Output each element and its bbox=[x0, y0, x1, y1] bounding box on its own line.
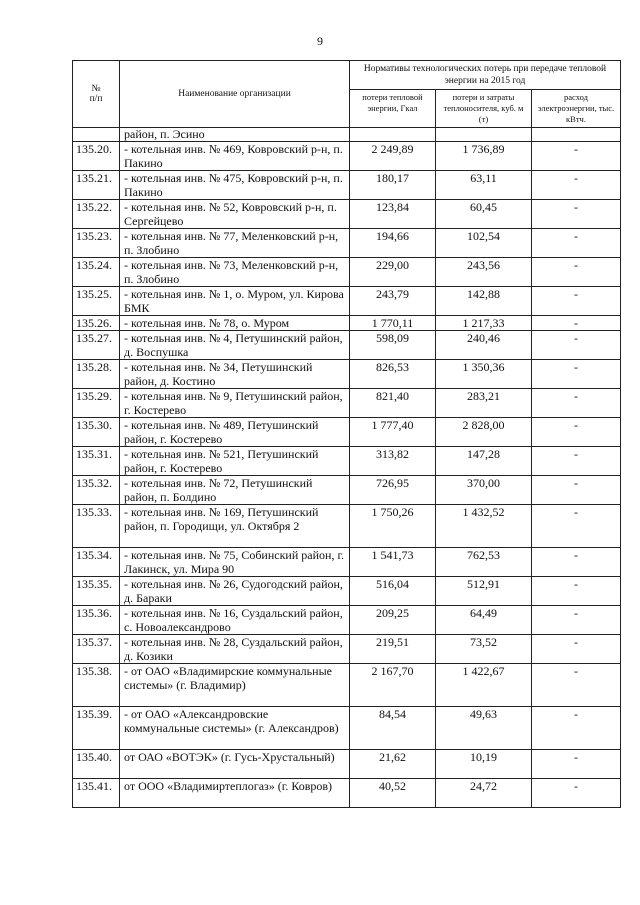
header-number-label: № п/п bbox=[89, 84, 103, 104]
continuation-name-cell: район, п. Эсино bbox=[120, 128, 350, 142]
row-carrier-losses: 64,49 bbox=[436, 606, 532, 635]
table-row bbox=[73, 287, 621, 316]
row-carrier-losses: 73,52 bbox=[436, 635, 532, 664]
table-row bbox=[73, 258, 621, 287]
row-heat-losses: 243,79 bbox=[350, 287, 436, 316]
row-organization-name: - котельная инв. № 52, Ковровский р-н, п. Сергейцево bbox=[120, 200, 350, 229]
row-organization-name: - котельная инв. № 16, Суздальский район, с. Новоалександрово bbox=[120, 606, 350, 635]
row-electricity: - bbox=[532, 287, 621, 316]
row-heat-losses: 209,25 bbox=[350, 606, 436, 635]
table-row bbox=[73, 505, 621, 548]
row-heat-losses: 313,82 bbox=[350, 447, 436, 476]
row-heat-losses: 84,54 bbox=[350, 707, 436, 750]
row-number: 135.30. bbox=[73, 418, 120, 447]
row-organization-name: - котельная инв. № 77, Меленковский р-н, п. Злобино bbox=[120, 229, 350, 258]
row-number: 135.26. bbox=[73, 316, 120, 331]
row-electricity: - bbox=[532, 505, 621, 548]
header-electricity bbox=[532, 90, 621, 128]
row-number: 135.23. bbox=[73, 229, 120, 258]
row-heat-losses: 219,51 bbox=[350, 635, 436, 664]
header-heat-losses-label: потери тепловой энергии, Гкал bbox=[362, 92, 423, 113]
row-electricity: - bbox=[532, 389, 621, 418]
row-electricity: - bbox=[532, 779, 621, 808]
row-organization-name: - котельная инв. № 1, о. Муром, ул. Кирова БМК bbox=[120, 287, 350, 316]
row-number: 135.22. bbox=[73, 200, 120, 229]
header-carrier-losses-label: потери и затраты теплоносителя, куб. м (т) bbox=[443, 92, 524, 124]
row-heat-losses: 1 777,40 bbox=[350, 418, 436, 447]
row-carrier-losses: 1 736,89 bbox=[436, 142, 532, 171]
row-organization-name: - котельная инв. № 75, Собинский район, г. Лакинск, ул. Мира 90 bbox=[120, 548, 350, 577]
row-electricity: - bbox=[532, 171, 621, 200]
continuation-num-cell bbox=[73, 128, 120, 142]
header-norms-group bbox=[350, 61, 621, 90]
row-heat-losses: 1 541,73 bbox=[350, 548, 436, 577]
table-row bbox=[73, 331, 621, 360]
row-heat-losses: 2 167,70 bbox=[350, 664, 436, 707]
row-number: 135.39. bbox=[73, 707, 120, 750]
row-carrier-losses: 24,72 bbox=[436, 779, 532, 808]
row-electricity: - bbox=[532, 707, 621, 750]
row-number: 135.36. bbox=[73, 606, 120, 635]
row-organization-name: от ОАО «ВОТЭК» (г. Гусь-Хрустальный) bbox=[120, 750, 350, 779]
table-row bbox=[73, 447, 621, 476]
row-carrier-losses: 60,45 bbox=[436, 200, 532, 229]
row-number: 135.21. bbox=[73, 171, 120, 200]
row-electricity: - bbox=[532, 750, 621, 779]
row-electricity: - bbox=[532, 577, 621, 606]
row-organization-name: - котельная инв. № 9, Петушинский район, г. Костерево bbox=[120, 389, 350, 418]
row-carrier-losses: 512,91 bbox=[436, 577, 532, 606]
header-heat-losses bbox=[350, 90, 436, 128]
table-row bbox=[73, 389, 621, 418]
table-row bbox=[73, 664, 621, 707]
row-heat-losses: 598,09 bbox=[350, 331, 436, 360]
row-number: 135.38. bbox=[73, 664, 120, 707]
row-number: 135.27. bbox=[73, 331, 120, 360]
row-carrier-losses: 63,11 bbox=[436, 171, 532, 200]
row-carrier-losses: 283,21 bbox=[436, 389, 532, 418]
row-carrier-losses: 1 432,52 bbox=[436, 505, 532, 548]
row-carrier-losses: 762,53 bbox=[436, 548, 532, 577]
row-number: 135.32. bbox=[73, 476, 120, 505]
row-organization-name: - котельная инв. № 475, Ковровский р-н, п. Пакино bbox=[120, 171, 350, 200]
row-carrier-losses: 147,28 bbox=[436, 447, 532, 476]
row-number: 135.20. bbox=[73, 142, 120, 171]
row-carrier-losses: 240,46 bbox=[436, 331, 532, 360]
row-number: 135.40. bbox=[73, 750, 120, 779]
row-organization-name: - котельная инв. № 489, Петушинский район, г. Костерево bbox=[120, 418, 350, 447]
row-number: 135.28. bbox=[73, 360, 120, 389]
header-electricity-label: расход электроэнергии, тыс. кВтч. bbox=[537, 92, 615, 124]
row-heat-losses: 726,95 bbox=[350, 476, 436, 505]
norms-table bbox=[72, 60, 621, 808]
table-row bbox=[73, 171, 621, 200]
row-organization-name: - котельная инв. № 26, Судогодский район, д. Бараки bbox=[120, 577, 350, 606]
header-norms-group-label: Нормативы технологических потерь при передаче тепловой энергии на 2015 год bbox=[363, 64, 607, 86]
row-carrier-losses: 102,54 bbox=[436, 229, 532, 258]
row-organization-name: - котельная инв. № 169, Петушинский район, п. Городищи, ул. Октября 2 bbox=[120, 505, 350, 548]
table-row bbox=[73, 548, 621, 577]
row-heat-losses: 229,00 bbox=[350, 258, 436, 287]
row-organization-name: - котельная инв. № 4, Петушинский район, д. Воспушка bbox=[120, 331, 350, 360]
page-number: 9 bbox=[317, 34, 323, 48]
table-row bbox=[73, 142, 621, 171]
row-organization-name: - от ОАО «Владимирские коммунальные системы» (г. Владимир) bbox=[120, 664, 350, 707]
row-electricity: - bbox=[532, 258, 621, 287]
row-carrier-losses: 1 217,33 bbox=[436, 316, 532, 331]
row-carrier-losses: 10,19 bbox=[436, 750, 532, 779]
table-row bbox=[73, 750, 621, 779]
row-carrier-losses: 243,56 bbox=[436, 258, 532, 287]
row-electricity: - bbox=[532, 476, 621, 505]
table-row bbox=[73, 200, 621, 229]
row-organization-name: - от ОАО «Александровские коммунальные системы» (г. Александров) bbox=[120, 707, 350, 750]
row-electricity: - bbox=[532, 447, 621, 476]
row-number: 135.24. bbox=[73, 258, 120, 287]
row-number: 135.35. bbox=[73, 577, 120, 606]
table-row bbox=[73, 577, 621, 606]
row-electricity: - bbox=[532, 316, 621, 331]
row-organization-name: - котельная инв. № 469, Ковровский р-н, п. Пакино bbox=[120, 142, 350, 171]
row-number: 135.34. bbox=[73, 548, 120, 577]
table-row bbox=[73, 418, 621, 447]
row-heat-losses: 516,04 bbox=[350, 577, 436, 606]
row-heat-losses: 2 249,89 bbox=[350, 142, 436, 171]
row-electricity: - bbox=[532, 200, 621, 229]
row-heat-losses: 1 750,26 bbox=[350, 505, 436, 548]
header-organization-label: Наименование организации bbox=[178, 89, 291, 99]
row-electricity: - bbox=[532, 606, 621, 635]
row-number: 135.31. bbox=[73, 447, 120, 476]
table-row bbox=[73, 635, 621, 664]
row-heat-losses: 180,17 bbox=[350, 171, 436, 200]
header-organization bbox=[120, 61, 350, 128]
row-heat-losses: 1 770,11 bbox=[350, 316, 436, 331]
row-number: 135.33. bbox=[73, 505, 120, 548]
continuation-heat-cell bbox=[350, 128, 436, 142]
row-electricity: - bbox=[532, 229, 621, 258]
table-row bbox=[73, 606, 621, 635]
row-organization-name: - котельная инв. № 28, Суздальский район, д. Козики bbox=[120, 635, 350, 664]
row-organization-name: - котельная инв. № 72, Петушинский район, п. Болдино bbox=[120, 476, 350, 505]
table-row bbox=[73, 360, 621, 389]
table-row bbox=[73, 779, 621, 808]
row-number: 135.37. bbox=[73, 635, 120, 664]
row-carrier-losses: 1 422,67 bbox=[436, 664, 532, 707]
row-carrier-losses: 1 350,36 bbox=[436, 360, 532, 389]
table-row bbox=[73, 707, 621, 750]
row-number: 135.41. bbox=[73, 779, 120, 808]
row-organization-name: - котельная инв. № 521, Петушинский район, г. Костерево bbox=[120, 447, 350, 476]
row-heat-losses: 194,66 bbox=[350, 229, 436, 258]
table-row bbox=[73, 316, 621, 331]
table-row bbox=[73, 229, 621, 258]
row-carrier-losses: 49,63 bbox=[436, 707, 532, 750]
row-heat-losses: 826,53 bbox=[350, 360, 436, 389]
row-carrier-losses: 370,00 bbox=[436, 476, 532, 505]
row-number: 135.29. bbox=[73, 389, 120, 418]
row-electricity: - bbox=[532, 635, 621, 664]
row-heat-losses: 123,84 bbox=[350, 200, 436, 229]
row-heat-losses: 821,40 bbox=[350, 389, 436, 418]
row-carrier-losses: 142,88 bbox=[436, 287, 532, 316]
row-number: 135.25. bbox=[73, 287, 120, 316]
row-electricity: - bbox=[532, 548, 621, 577]
row-electricity: - bbox=[532, 142, 621, 171]
row-carrier-losses: 2 828,00 bbox=[436, 418, 532, 447]
row-heat-losses: 21,62 bbox=[350, 750, 436, 779]
row-electricity: - bbox=[532, 331, 621, 360]
continuation-electric-cell bbox=[532, 128, 621, 142]
continuation-carrier-cell bbox=[436, 128, 532, 142]
continuation-row bbox=[73, 128, 621, 142]
row-organization-name: - котельная инв. № 78, о. Муром bbox=[120, 316, 350, 331]
header-number bbox=[73, 61, 120, 128]
row-electricity: - bbox=[532, 360, 621, 389]
header-carrier-losses bbox=[436, 90, 532, 128]
row-organization-name: - котельная инв. № 34, Петушинский район, д. Костино bbox=[120, 360, 350, 389]
row-organization-name: от ООО «Владимиртеплогаз» (г. Ковров) bbox=[120, 779, 350, 808]
row-organization-name: - котельная инв. № 73, Меленковский р-н, п. Злобино bbox=[120, 258, 350, 287]
row-heat-losses: 40,52 bbox=[350, 779, 436, 808]
row-electricity: - bbox=[532, 664, 621, 707]
table-row bbox=[73, 476, 621, 505]
row-electricity: - bbox=[532, 418, 621, 447]
